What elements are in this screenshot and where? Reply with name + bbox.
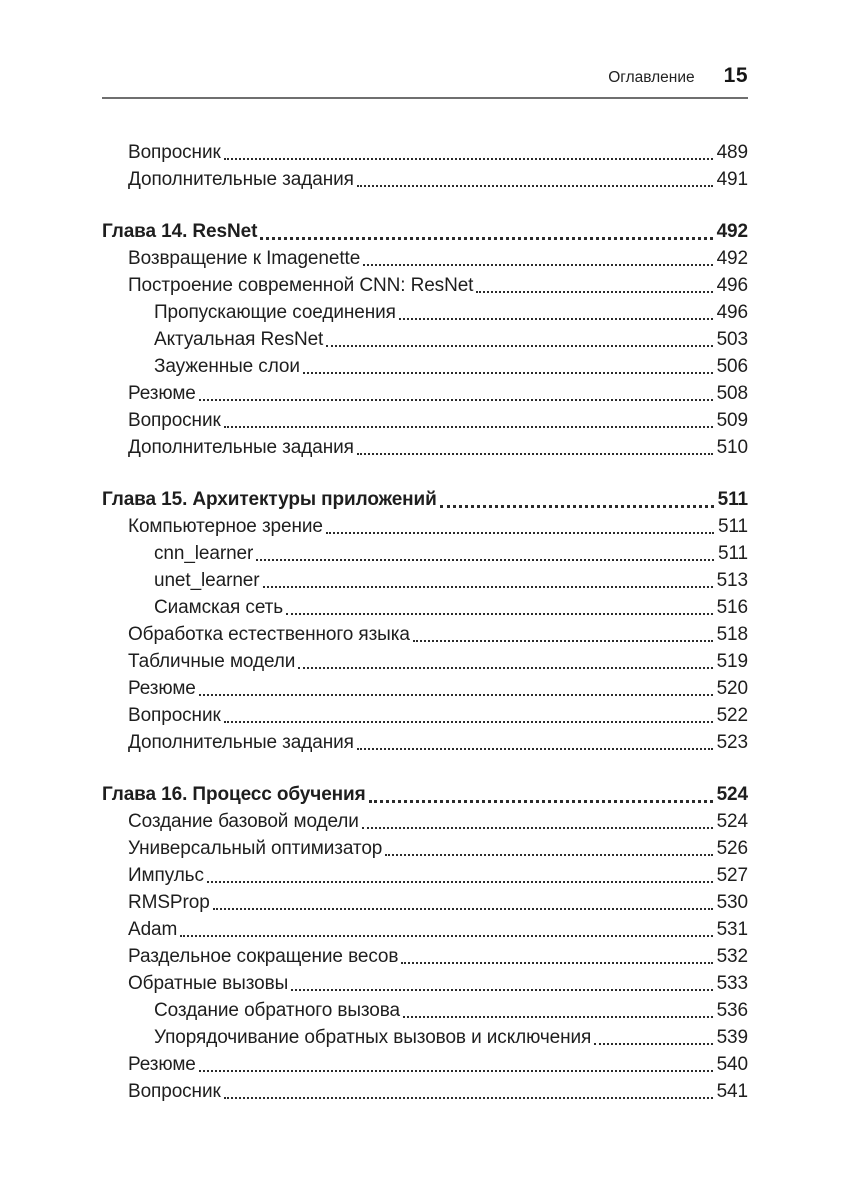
toc-entry-page: 536: [716, 1000, 748, 1021]
toc-entry: [102, 1051, 748, 1078]
toc-entry-page: 506: [716, 356, 748, 377]
toc-chapter-entry: [102, 486, 748, 513]
dot-leader: [199, 694, 713, 696]
toc-entry-page: 518: [716, 624, 748, 645]
toc-entry-title: Дополнительные задания: [128, 169, 354, 190]
dot-leader: [303, 372, 713, 374]
toc-entry: [102, 567, 748, 594]
toc-entry: [102, 326, 748, 353]
toc-entry-page: 524: [716, 811, 748, 832]
toc-entry: [102, 970, 748, 997]
dot-leader: [199, 399, 713, 401]
dot-leader: [199, 1070, 713, 1072]
dot-leader: [385, 854, 712, 856]
toc-entry-page: 524: [716, 784, 748, 805]
dot-leader: [256, 559, 714, 561]
toc-entry: [102, 916, 748, 943]
toc-entry-page: 516: [716, 597, 748, 618]
toc-entry-title: Дополнительные задания: [128, 437, 354, 458]
toc-entry: [102, 889, 748, 916]
toc-entry-page: 540: [716, 1054, 748, 1075]
dot-leader: [403, 1016, 713, 1018]
toc-entry: [102, 513, 748, 540]
toc-entry-title: Импульс: [128, 865, 204, 886]
toc-entry: [102, 299, 748, 326]
toc-entry-title: Adam: [128, 919, 178, 940]
toc-entry-page: 519: [716, 651, 748, 672]
toc-entry-title: Упорядочивание обратных вызовов и исключения: [154, 1027, 592, 1048]
dot-leader: [363, 264, 712, 266]
toc-entry-page: 511: [717, 489, 748, 510]
toc-entry: [102, 729, 748, 756]
toc-entry-title: Зауженные слои: [154, 356, 300, 377]
toc-entry: [102, 407, 748, 434]
toc-entry-title: Вопросник: [128, 1081, 221, 1102]
page-header: [102, 64, 748, 88]
toc-entry-page: 530: [716, 892, 748, 913]
dot-leader: [413, 640, 713, 642]
dot-leader: [326, 345, 712, 347]
toc-entry-title: Возвращение к Imagenette: [128, 248, 361, 269]
toc-entry-title: Дополнительные задания: [128, 732, 354, 753]
toc-entry-title: Обратные вызовы: [128, 973, 289, 994]
dot-leader: [213, 908, 713, 910]
toc-entry-title: Табличные модели: [128, 651, 296, 672]
page-number: 15: [723, 64, 748, 87]
toc-entry: [102, 166, 748, 193]
dot-leader: [369, 800, 713, 803]
toc-entry: [102, 272, 748, 299]
toc-entry-title: Создание базовой модели: [128, 811, 359, 832]
toc-entry-title: unet_learner: [154, 570, 260, 591]
toc-entry-page: 496: [716, 302, 748, 323]
toc-entry-title: Раздельное сокращение весов: [128, 946, 399, 967]
dot-leader: [362, 827, 713, 829]
dot-leader: [286, 613, 713, 615]
dot-leader: [291, 989, 712, 991]
toc-entry: [102, 380, 748, 407]
dot-leader: [224, 721, 713, 723]
toc-entry-title: Актуальная ResNet: [154, 329, 324, 350]
toc-entry: [102, 1024, 748, 1051]
toc-entry: [102, 835, 748, 862]
toc-entry-page: 532: [716, 946, 748, 967]
toc-entry-title: Вопросник: [128, 410, 221, 431]
toc-entry: [102, 540, 748, 567]
dot-leader: [357, 453, 713, 455]
dot-leader: [298, 667, 712, 669]
toc-entry-title: Глава 15. Архитектуры приложений: [102, 489, 437, 510]
dot-leader: [224, 1097, 713, 1099]
toc-entry-page: 523: [716, 732, 748, 753]
toc-entry: [102, 702, 748, 729]
toc-entry-page: 526: [716, 838, 748, 859]
toc-entry-title: Резюме: [128, 383, 196, 404]
toc-entry-page: 508: [716, 383, 748, 404]
toc-entry: [102, 594, 748, 621]
dot-leader: [401, 962, 712, 964]
dot-leader: [224, 426, 713, 428]
toc-entry-page: 496: [716, 275, 748, 296]
toc-entry: [102, 808, 748, 835]
dot-leader: [476, 291, 712, 293]
toc-entry-title: Пропускающие соединения: [154, 302, 396, 323]
toc-entry: [102, 139, 748, 166]
toc-entry-page: 492: [716, 221, 748, 242]
toc-entry-title: cnn_learner: [154, 543, 254, 564]
toc-entry-page: 527: [716, 865, 748, 886]
toc-entry: [102, 648, 748, 675]
toc-entry-page: 539: [716, 1027, 748, 1048]
toc-entry: [102, 675, 748, 702]
toc-chapter-entry: [102, 781, 748, 808]
toc-entry: [102, 997, 748, 1024]
dot-leader: [440, 505, 714, 508]
toc-entry-page: 522: [716, 705, 748, 726]
toc-entry: [102, 353, 748, 380]
toc-list: [102, 139, 748, 1105]
toc-entry-page: 541: [716, 1081, 748, 1102]
toc-chapter-entry: [102, 218, 748, 245]
dot-leader: [594, 1043, 712, 1045]
dot-leader: [180, 935, 712, 937]
toc-entry-title: Универсальный оптимизатор: [128, 838, 383, 859]
dot-leader: [207, 881, 713, 883]
toc-entry-title: Компьютерное зрение: [128, 516, 323, 537]
toc-entry-page: 533: [716, 973, 748, 994]
toc-entry-page: 513: [716, 570, 748, 591]
running-title: Оглавление: [608, 69, 695, 86]
toc-entry: [102, 245, 748, 272]
toc-entry-title: Создание обратного вызова: [154, 1000, 401, 1021]
dot-leader: [357, 748, 713, 750]
toc-entry-title: Резюме: [128, 678, 196, 699]
toc-entry: [102, 621, 748, 648]
toc-entry-page: 520: [716, 678, 748, 699]
toc-entry-title: Резюме: [128, 1054, 196, 1075]
toc-entry-title: Вопросник: [128, 142, 221, 163]
dot-leader: [326, 532, 714, 534]
toc-entry: [102, 943, 748, 970]
toc-entry: [102, 1078, 748, 1105]
header-rule: [102, 97, 748, 99]
toc-entry-title: Обработка естественного языка: [128, 624, 410, 645]
dot-leader: [399, 318, 713, 320]
toc-entry-title: Построение современной CNN: ResNet: [128, 275, 474, 296]
toc-entry-title: Сиамская сеть: [154, 597, 284, 618]
dot-leader: [263, 586, 713, 588]
toc-entry-title: Вопросник: [128, 705, 221, 726]
toc-entry-page: 510: [716, 437, 748, 458]
toc-entry-page: 492: [716, 248, 748, 269]
toc-entry: [102, 862, 748, 889]
toc-entry-page: 511: [718, 516, 748, 537]
dot-leader: [357, 185, 713, 187]
toc-entry-page: 491: [716, 169, 748, 190]
toc-entry-page: 489: [716, 142, 748, 163]
toc-entry-page: 509: [716, 410, 748, 431]
dot-leader: [224, 158, 713, 160]
toc-entry-title: Глава 16. Процесс обучения: [102, 784, 366, 805]
dot-leader: [260, 237, 712, 240]
toc-entry-page: 531: [716, 919, 748, 940]
toc-entry-title: Глава 14. ResNet: [102, 221, 258, 242]
toc-entry-title: RMSProp: [128, 892, 210, 913]
toc-entry-page: 503: [716, 329, 748, 350]
toc-entry: [102, 434, 748, 461]
toc-entry-page: 511: [718, 543, 748, 564]
